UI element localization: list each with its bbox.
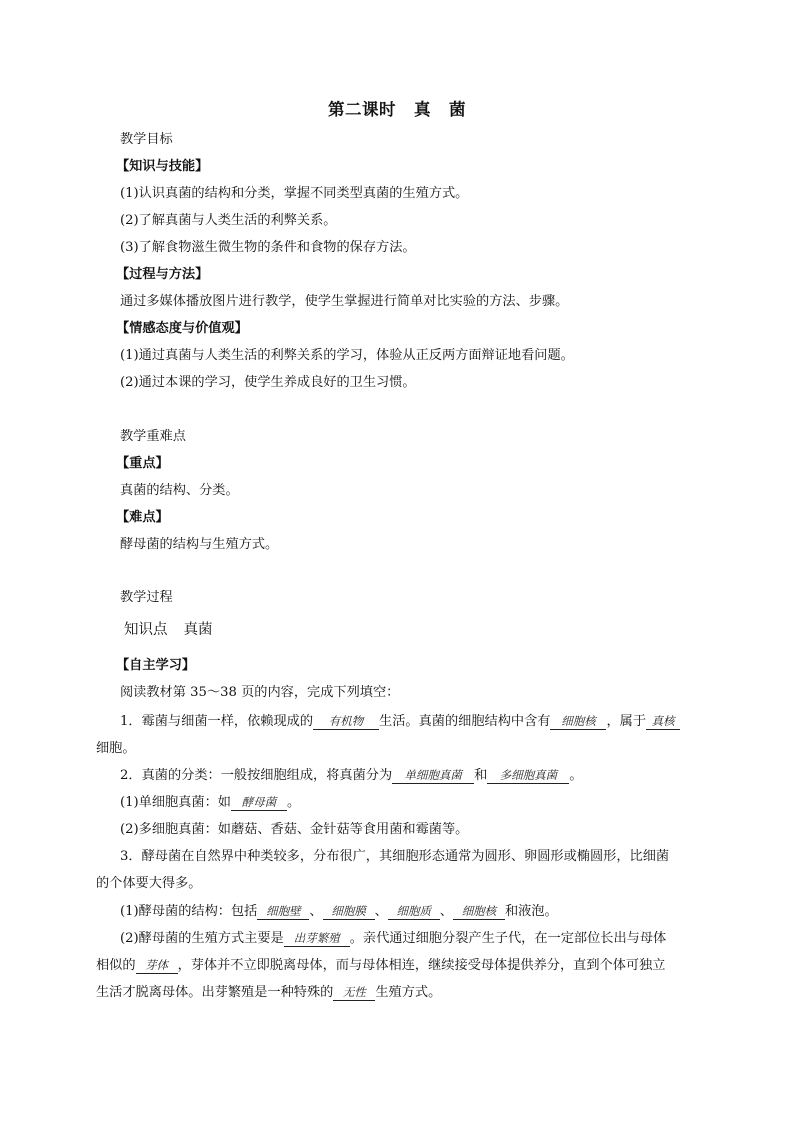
question-3-1: (1)酵母菌的结构：包括 细胞壁 、 细胞膜 、 细胞质 、 细胞核 和液泡。 — [120, 904, 558, 919]
blank-nucleus: 细胞核 — [550, 714, 606, 730]
blank-eukaryotic: 真核 — [646, 714, 680, 730]
title-char-2: 菌 — [449, 100, 466, 119]
blank-budding: 出芽繁殖 — [284, 931, 350, 947]
keypoints-heading: 教学重难点 — [120, 429, 186, 444]
question-2-1: (1)单细胞真菌：如 酵母菌 。 — [120, 795, 301, 810]
knowledge-point-title — [124, 621, 213, 639]
emotion-heading: 【情感态度与价值观】 — [116, 321, 248, 336]
emotion-item-2: (2)通过本课的学习，使学生养成良好的卫生习惯。 — [120, 375, 416, 390]
question-3-2-line-1: (2)酵母菌的生殖方式主要是 出芽繁殖 。亲代通过细胞分裂产生子代，在一定部位长出与母体 — [120, 931, 667, 946]
process-heading: 教学过程 — [120, 590, 173, 605]
knowledge-heading: 【知识与技能】 — [116, 159, 209, 174]
self-study-heading: 【自主学习】 — [116, 658, 196, 673]
knowledge-item-3: (3)了解食物滋生微生物的条件和食物的保存方法。 — [120, 240, 416, 255]
blank-organic-matter: 有机物 — [313, 714, 379, 730]
kp-label: 知识点 — [124, 622, 168, 638]
question-2-2: (2)多细胞真菌：如蘑菇、香菇、金针菇等食用菌和霉菌等。 — [120, 822, 469, 837]
blank-bud: 芽体 — [136, 958, 178, 974]
blank-cell-nucleus: 细胞核 — [453, 904, 505, 920]
goals-heading: 教学目标 — [120, 132, 173, 147]
blank-yeast: 酵母菌 — [231, 795, 287, 811]
question-3-2-line-2: 相似的 芽体 ，芽体并不立即脱离母体，而与母体相连，继续接受母体提供养分，直到个体可独立 — [96, 958, 666, 973]
question-1-line-1: 1．霉菌与细菌一样，依赖现成的 有机物 生活。真菌的细胞结构中含有 细胞核 ，属于 真核 — [120, 713, 680, 731]
key-heading: 【重点】 — [116, 456, 169, 471]
question-3-line-1: 3．酵母菌在自然界中种类较多，分布很广，其细胞形态通常为圆形、卵圆形或椭圆形，比细菌 — [120, 849, 670, 864]
emotion-item-1: (1)通过真菌与人类生活的利弊关系的学习，体验从正反两方面辩证地看问题。 — [120, 348, 574, 363]
question-2: 2．真菌的分类：一般按细胞组成，将真菌分为 单细胞真菌 和 多细胞真菌 。 — [120, 768, 583, 783]
blank-cell-wall: 细胞壁 — [257, 904, 309, 920]
process-method-text: 通过多媒体播放图片进行教学，使学生掌握进行简单对比实验的方法、步骤。 — [120, 294, 569, 309]
kp-name: 真菌 — [183, 622, 213, 638]
knowledge-item-2: (2)了解真菌与人类生活的利弊关系。 — [120, 213, 337, 228]
blank-cytoplasm: 细胞质 — [388, 904, 440, 920]
blank-cell-membrane: 细胞膜 — [323, 904, 375, 920]
question-3-2-line-3: 生活才脱离母体。出芽繁殖是一种特殊的 无性 生殖方式。 — [96, 985, 442, 1000]
blank-unicellular-fungi: 单细胞真菌 — [392, 768, 474, 784]
blank-asexual: 无性 — [333, 985, 375, 1001]
knowledge-item-1: (1)认识真菌的结构和分类，掌握不同类型真菌的生殖方式。 — [120, 186, 469, 201]
question-3-line-2: 的个体要大得多。 — [96, 876, 202, 891]
title-char-1: 真 — [414, 100, 431, 119]
reading-instruction: 阅读教材第 35～38 页的内容，完成下列填空： — [120, 685, 400, 700]
difficulty-heading: 【难点】 — [116, 510, 169, 525]
process-method-heading: 【过程与方法】 — [116, 267, 209, 282]
title-lesson: 第二课时 — [328, 100, 396, 119]
question-1-line-2: 细胞。 — [96, 741, 136, 756]
difficulty-text: 酵母菌的结构与生殖方式。 — [120, 537, 279, 552]
blank-multicellular-fungi: 多细胞真菌 — [487, 768, 569, 784]
key-text: 真菌的结构、分类。 — [120, 483, 239, 498]
page-title — [0, 96, 794, 120]
